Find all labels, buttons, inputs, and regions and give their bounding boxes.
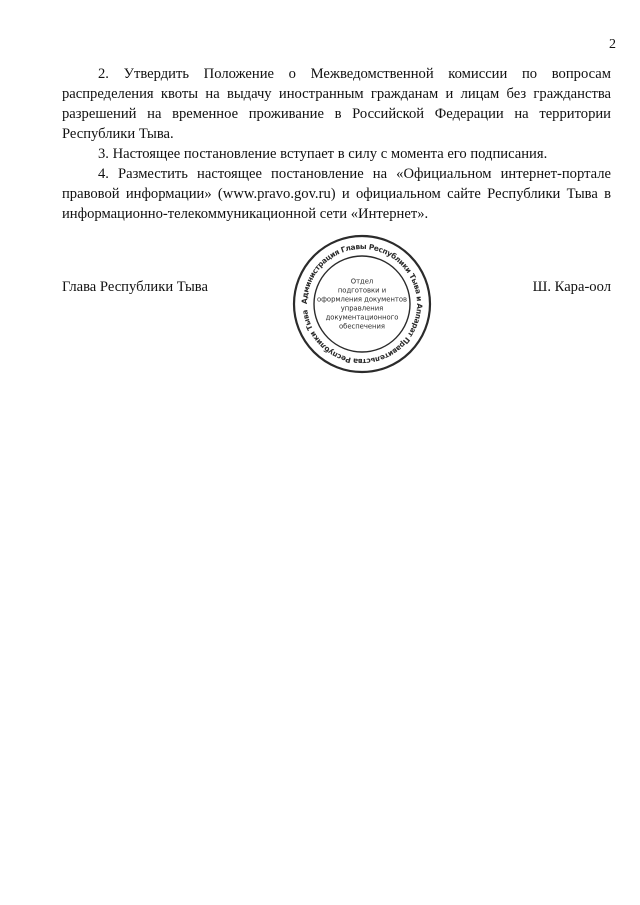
signer-name: Ш. Кара-оол (532, 279, 611, 295)
paragraph-approve-regulation: 2. Утвердить Положение о Межведомственной комиссии по вопросам распределения квоты на выдачу иностранным гражданам и лицам без гражданства разрешений на временное проживание в Российской Федерации на территории Республики Тыва. (62, 66, 611, 142)
seal-center-line: обеспечения (338, 322, 386, 331)
paragraph-publication: 4. Разместить настоящее постановление на «Официальном интернет-портале правовой информации» (www.pravo.gov.ru) и официальном сайте Республики Тыва в информационно-телекоммуникационной сети «Интернет». (62, 166, 611, 222)
document-body (62, 64, 611, 224)
seal-center-text (317, 278, 407, 331)
paragraph-entry-into-force: 3. Настоящее постановление вступает в силу с момента его подписания. (98, 146, 548, 162)
seal-center-line: Отдел (350, 277, 374, 286)
official-seal-stamp (292, 234, 432, 374)
seal-center-line: подготовки и (337, 286, 387, 295)
seal-ring-textpath: Администрация Главы Республики Тыва и Аппарат Правительства Республики Тыва (299, 241, 425, 367)
seal-center-line: управления (340, 304, 384, 313)
signer-title: Глава Республики Тыва (62, 279, 208, 295)
seal-center-line: документационного (325, 313, 399, 322)
page-number: 2 (609, 37, 616, 52)
seal-center-line: оформления документов (316, 295, 408, 304)
